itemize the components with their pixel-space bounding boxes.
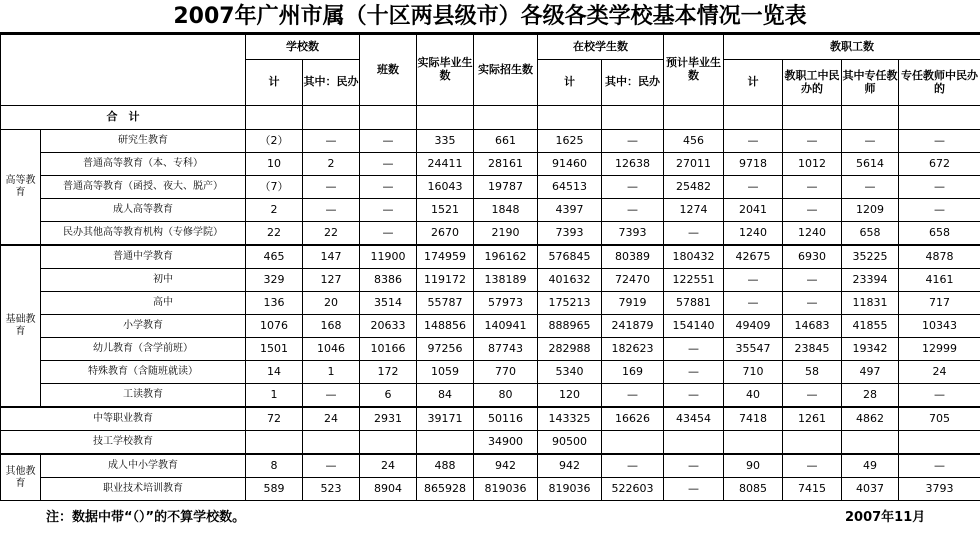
total-cell — [602, 106, 664, 130]
table-row — [1, 153, 980, 176]
table-cell: 10 — [246, 153, 303, 176]
table-cell: 282988 — [538, 338, 602, 361]
table-cell — [783, 431, 842, 455]
table-cell: — — [664, 478, 724, 501]
table-cell: — — [303, 199, 360, 222]
table-cell: （2） — [246, 130, 303, 153]
table-cell: 57881 — [664, 292, 724, 315]
table-cell: 819036 — [538, 478, 602, 501]
table-cell: 12999 — [899, 338, 980, 361]
table-cell: 174959 — [417, 245, 474, 269]
table-cell: — — [724, 130, 783, 153]
table-cell: 1209 — [842, 199, 899, 222]
table-cell: — — [783, 292, 842, 315]
table-cell: — — [303, 454, 360, 478]
table-cell: 888965 — [538, 315, 602, 338]
table-cell: 576845 — [538, 245, 602, 269]
table-cell: 55787 — [417, 292, 474, 315]
table-cell: 23394 — [842, 269, 899, 292]
table-cell: 41855 — [842, 315, 899, 338]
table-cell: — — [664, 222, 724, 246]
table-cell: 57973 — [474, 292, 538, 315]
table-cell: 10343 — [899, 315, 980, 338]
table-cell: 589 — [246, 478, 303, 501]
table-cell: 8386 — [360, 269, 417, 292]
table-cell: 672 — [899, 153, 980, 176]
table-cell: 175213 — [538, 292, 602, 315]
table-cell: （7） — [246, 176, 303, 199]
table-cell: 2 — [246, 199, 303, 222]
header-schools-total: 计 — [246, 60, 303, 106]
table-cell: — — [602, 454, 664, 478]
table-cell: 16043 — [417, 176, 474, 199]
table-row — [1, 199, 980, 222]
table-cell: 401632 — [538, 269, 602, 292]
table-cell: — — [360, 199, 417, 222]
row-category: 研究生教育 — [41, 130, 246, 153]
table-cell: — — [360, 130, 417, 153]
table-row — [1, 245, 980, 269]
table-cell: 16626 — [602, 407, 664, 431]
table-cell: 942 — [474, 454, 538, 478]
table-cell: 24 — [303, 407, 360, 431]
table-cell: 4878 — [899, 245, 980, 269]
table-cell: 1046 — [303, 338, 360, 361]
table-cell: 1 — [303, 361, 360, 384]
table-cell: 770 — [474, 361, 538, 384]
table-cell: 4862 — [842, 407, 899, 431]
table-cell: — — [360, 176, 417, 199]
table-cell: 658 — [842, 222, 899, 246]
table-row — [1, 454, 980, 478]
table-cell: 39171 — [417, 407, 474, 431]
table-cell — [417, 431, 474, 455]
table-cell: 182623 — [602, 338, 664, 361]
table-cell: 865928 — [417, 478, 474, 501]
table-cell: — — [842, 176, 899, 199]
header-teachers-private: 专任教师中民办的 — [899, 60, 980, 106]
table-cell: 335 — [417, 130, 474, 153]
table-cell: 241879 — [602, 315, 664, 338]
table-cell: — — [899, 454, 980, 478]
table-cell: 24 — [360, 454, 417, 478]
row-category: 职业技术培训教育 — [41, 478, 246, 501]
row-category: 特殊教育（含随班就读） — [41, 361, 246, 384]
table-cell: 7393 — [538, 222, 602, 246]
table-row — [1, 338, 980, 361]
table-cell: — — [360, 222, 417, 246]
table-row — [1, 315, 980, 338]
table-cell: 84 — [417, 384, 474, 408]
total-cell — [724, 106, 783, 130]
total-cell — [783, 106, 842, 130]
table-cell: 22 — [246, 222, 303, 246]
table-cell: 97256 — [417, 338, 474, 361]
table-cell: 9718 — [724, 153, 783, 176]
table-cell: 1848 — [474, 199, 538, 222]
table-cell: 136 — [246, 292, 303, 315]
table-row — [1, 130, 980, 153]
table-cell: 14683 — [783, 315, 842, 338]
table-cell: 6930 — [783, 245, 842, 269]
table-cell: — — [783, 454, 842, 478]
table-cell: 4161 — [899, 269, 980, 292]
report-date: 2007年11月 — [845, 510, 926, 525]
header-enrolled: 实际招生数 — [474, 35, 538, 106]
row-category: 技工学校教育 — [1, 431, 246, 455]
table-cell: 4397 — [538, 199, 602, 222]
table-cell: 90 — [724, 454, 783, 478]
table-cell — [602, 431, 664, 455]
table-row — [1, 222, 980, 246]
total-label: 合 计 — [1, 106, 246, 130]
table-cell: 2041 — [724, 199, 783, 222]
table-cell: 154140 — [664, 315, 724, 338]
table-cell: — — [899, 199, 980, 222]
table-cell: — — [664, 384, 724, 408]
table-cell: — — [899, 176, 980, 199]
table-cell: 6 — [360, 384, 417, 408]
table-cell: — — [664, 338, 724, 361]
table-cell — [303, 431, 360, 455]
table-cell: — — [360, 153, 417, 176]
table-cell: 119172 — [417, 269, 474, 292]
table-cell: 7919 — [602, 292, 664, 315]
table-cell: 28 — [842, 384, 899, 408]
header-expected-grads: 预计毕业生数 — [664, 35, 724, 106]
table-cell: — — [899, 130, 980, 153]
table-cell: 1059 — [417, 361, 474, 384]
table-cell: 329 — [246, 269, 303, 292]
table-cell: 49409 — [724, 315, 783, 338]
table-cell: 4037 — [842, 478, 899, 501]
table-cell: 819036 — [474, 478, 538, 501]
table-cell: 2190 — [474, 222, 538, 246]
total-cell — [664, 106, 724, 130]
table-cell: 10166 — [360, 338, 417, 361]
header-staff: 教职工数 — [724, 35, 980, 60]
row-category: 小学教育 — [41, 315, 246, 338]
row-group-label: 高等教育 — [1, 130, 41, 246]
table-cell: 127 — [303, 269, 360, 292]
table-cell: 35547 — [724, 338, 783, 361]
table-cell: 20 — [303, 292, 360, 315]
table-cell: — — [303, 384, 360, 408]
table-cell: 24411 — [417, 153, 474, 176]
table-cell: 1261 — [783, 407, 842, 431]
header-students-private: 其中：民办 — [602, 60, 664, 106]
table-row — [1, 269, 980, 292]
table-cell: — — [664, 361, 724, 384]
table-cell: — — [783, 130, 842, 153]
table-cell: 5340 — [538, 361, 602, 384]
table-cell — [724, 431, 783, 455]
table-cell: 24 — [899, 361, 980, 384]
table-cell: — — [783, 269, 842, 292]
table-cell: 5614 — [842, 153, 899, 176]
table-row — [1, 478, 980, 501]
row-category: 幼儿教育（含学前班） — [41, 338, 246, 361]
corner-header — [1, 35, 246, 106]
table-cell: 120 — [538, 384, 602, 408]
table-cell: 942 — [538, 454, 602, 478]
total-cell — [246, 106, 303, 130]
table-cell: — — [602, 199, 664, 222]
table-cell: 72 — [246, 407, 303, 431]
table-cell: 705 — [899, 407, 980, 431]
table-cell: 196162 — [474, 245, 538, 269]
table-cell: — — [783, 176, 842, 199]
table-cell: 3514 — [360, 292, 417, 315]
total-cell — [842, 106, 899, 130]
row-category: 高中 — [41, 292, 246, 315]
table-cell: 91460 — [538, 153, 602, 176]
table-cell: — — [602, 384, 664, 408]
table-cell: 19787 — [474, 176, 538, 199]
table-cell: 40 — [724, 384, 783, 408]
row-category: 中等职业教育 — [1, 407, 246, 431]
table-cell: — — [303, 176, 360, 199]
table-title: 2007年广州市属（十区两县级市）各级各类学校基本情况一览表 — [0, 0, 980, 34]
table-cell: 710 — [724, 361, 783, 384]
total-cell — [474, 106, 538, 130]
table-cell: — — [602, 176, 664, 199]
table-cell: 34900 — [474, 431, 538, 455]
header-schools-private: 其中：民办 — [303, 60, 360, 106]
table-cell: 488 — [417, 454, 474, 478]
table-cell: 1076 — [246, 315, 303, 338]
table-cell: — — [724, 292, 783, 315]
table-cell: 168 — [303, 315, 360, 338]
table-cell: — — [842, 130, 899, 153]
header-schools: 学校数 — [246, 35, 360, 60]
table-cell: 147 — [303, 245, 360, 269]
header-classes: 班数 — [360, 35, 417, 106]
table-cell: — — [724, 269, 783, 292]
table-cell: 1274 — [664, 199, 724, 222]
row-category: 普通中学教育 — [41, 245, 246, 269]
table-cell: 1012 — [783, 153, 842, 176]
table-cell: 2 — [303, 153, 360, 176]
total-cell — [899, 106, 980, 130]
table-cell: 143325 — [538, 407, 602, 431]
table-cell: 72470 — [602, 269, 664, 292]
table-row — [1, 176, 980, 199]
table-cell: 25482 — [664, 176, 724, 199]
table-cell: 717 — [899, 292, 980, 315]
table-cell: 11831 — [842, 292, 899, 315]
table-cell: 1501 — [246, 338, 303, 361]
table-cell: 8 — [246, 454, 303, 478]
table-row — [1, 384, 980, 408]
table-cell — [246, 431, 303, 455]
table-cell: 80 — [474, 384, 538, 408]
header-students: 在校学生数 — [538, 35, 664, 60]
row-category: 民办其他高等教育机构（专修学院） — [41, 222, 246, 246]
row-category: 普通高等教育（函授、夜大、脱产） — [41, 176, 246, 199]
table-cell: 23845 — [783, 338, 842, 361]
table-cell: 661 — [474, 130, 538, 153]
table-cell: 20633 — [360, 315, 417, 338]
table-cell: 7415 — [783, 478, 842, 501]
table-cell: 42675 — [724, 245, 783, 269]
table-cell — [842, 431, 899, 455]
table-cell: 658 — [899, 222, 980, 246]
table-cell: 8904 — [360, 478, 417, 501]
total-cell — [360, 106, 417, 130]
table-row — [1, 292, 980, 315]
table-cell: 12638 — [602, 153, 664, 176]
table-cell: 1240 — [724, 222, 783, 246]
table-cell: 87743 — [474, 338, 538, 361]
table-cell: 7393 — [602, 222, 664, 246]
table-cell: 14 — [246, 361, 303, 384]
table-cell: 49 — [842, 454, 899, 478]
table-cell: — — [664, 454, 724, 478]
table-row — [1, 431, 980, 455]
table-cell: 27011 — [664, 153, 724, 176]
table-cell: — — [783, 199, 842, 222]
row-category: 初中 — [41, 269, 246, 292]
header-teachers: 其中专任教师 — [842, 60, 899, 106]
table-cell: — — [783, 384, 842, 408]
table-cell: 180432 — [664, 245, 724, 269]
table-row — [1, 361, 980, 384]
table-cell: 456 — [664, 130, 724, 153]
table-cell: 28161 — [474, 153, 538, 176]
table-cell: 35225 — [842, 245, 899, 269]
row-category: 工读教育 — [41, 384, 246, 408]
row-group-label: 其他教育 — [1, 454, 41, 501]
table-cell: 90500 — [538, 431, 602, 455]
school-stats-table — [0, 34, 980, 501]
table-cell: 172 — [360, 361, 417, 384]
table-cell: 64513 — [538, 176, 602, 199]
header-students-total: 计 — [538, 60, 602, 106]
table-cell: 1 — [246, 384, 303, 408]
table-cell: 8085 — [724, 478, 783, 501]
footnote: 注：数据中带“（）”的不算学校数。 — [46, 510, 246, 525]
table-cell: 2931 — [360, 407, 417, 431]
table-cell: — — [602, 130, 664, 153]
row-category: 普通高等教育（本、专科） — [41, 153, 246, 176]
total-cell — [538, 106, 602, 130]
row-group-label: 基础教育 — [1, 245, 41, 407]
table-cell: 148856 — [417, 315, 474, 338]
header-staff-total: 计 — [724, 60, 783, 106]
table-cell: 169 — [602, 361, 664, 384]
table-cell: 11900 — [360, 245, 417, 269]
table-cell: 22 — [303, 222, 360, 246]
table-cell — [899, 431, 980, 455]
table-cell: — — [899, 384, 980, 408]
footer — [0, 501, 980, 523]
header-graduates: 实际毕业生数 — [417, 35, 474, 106]
table-cell: 50116 — [474, 407, 538, 431]
table-row — [1, 407, 980, 431]
table-cell: 138189 — [474, 269, 538, 292]
table-cell: 1521 — [417, 199, 474, 222]
table-cell: 3793 — [899, 478, 980, 501]
table-cell: 43454 — [664, 407, 724, 431]
table-cell: 19342 — [842, 338, 899, 361]
table-cell: 1625 — [538, 130, 602, 153]
table-cell: — — [724, 176, 783, 199]
table-cell — [664, 431, 724, 455]
table-cell: 58 — [783, 361, 842, 384]
total-cell — [417, 106, 474, 130]
table-cell: 523 — [303, 478, 360, 501]
row-category: 成人中小学教育 — [41, 454, 246, 478]
table-cell: — — [303, 130, 360, 153]
table-cell: 497 — [842, 361, 899, 384]
table-cell: 2670 — [417, 222, 474, 246]
table-cell: 522603 — [602, 478, 664, 501]
table-cell: 140941 — [474, 315, 538, 338]
table-cell: 7418 — [724, 407, 783, 431]
header-staff-private: 教职工中民办的 — [783, 60, 842, 106]
row-category: 成人高等教育 — [41, 199, 246, 222]
table-cell: 465 — [246, 245, 303, 269]
total-cell — [303, 106, 360, 130]
table-cell: 80389 — [602, 245, 664, 269]
table-cell: 122551 — [664, 269, 724, 292]
table-cell — [360, 431, 417, 455]
table-cell: 1240 — [783, 222, 842, 246]
